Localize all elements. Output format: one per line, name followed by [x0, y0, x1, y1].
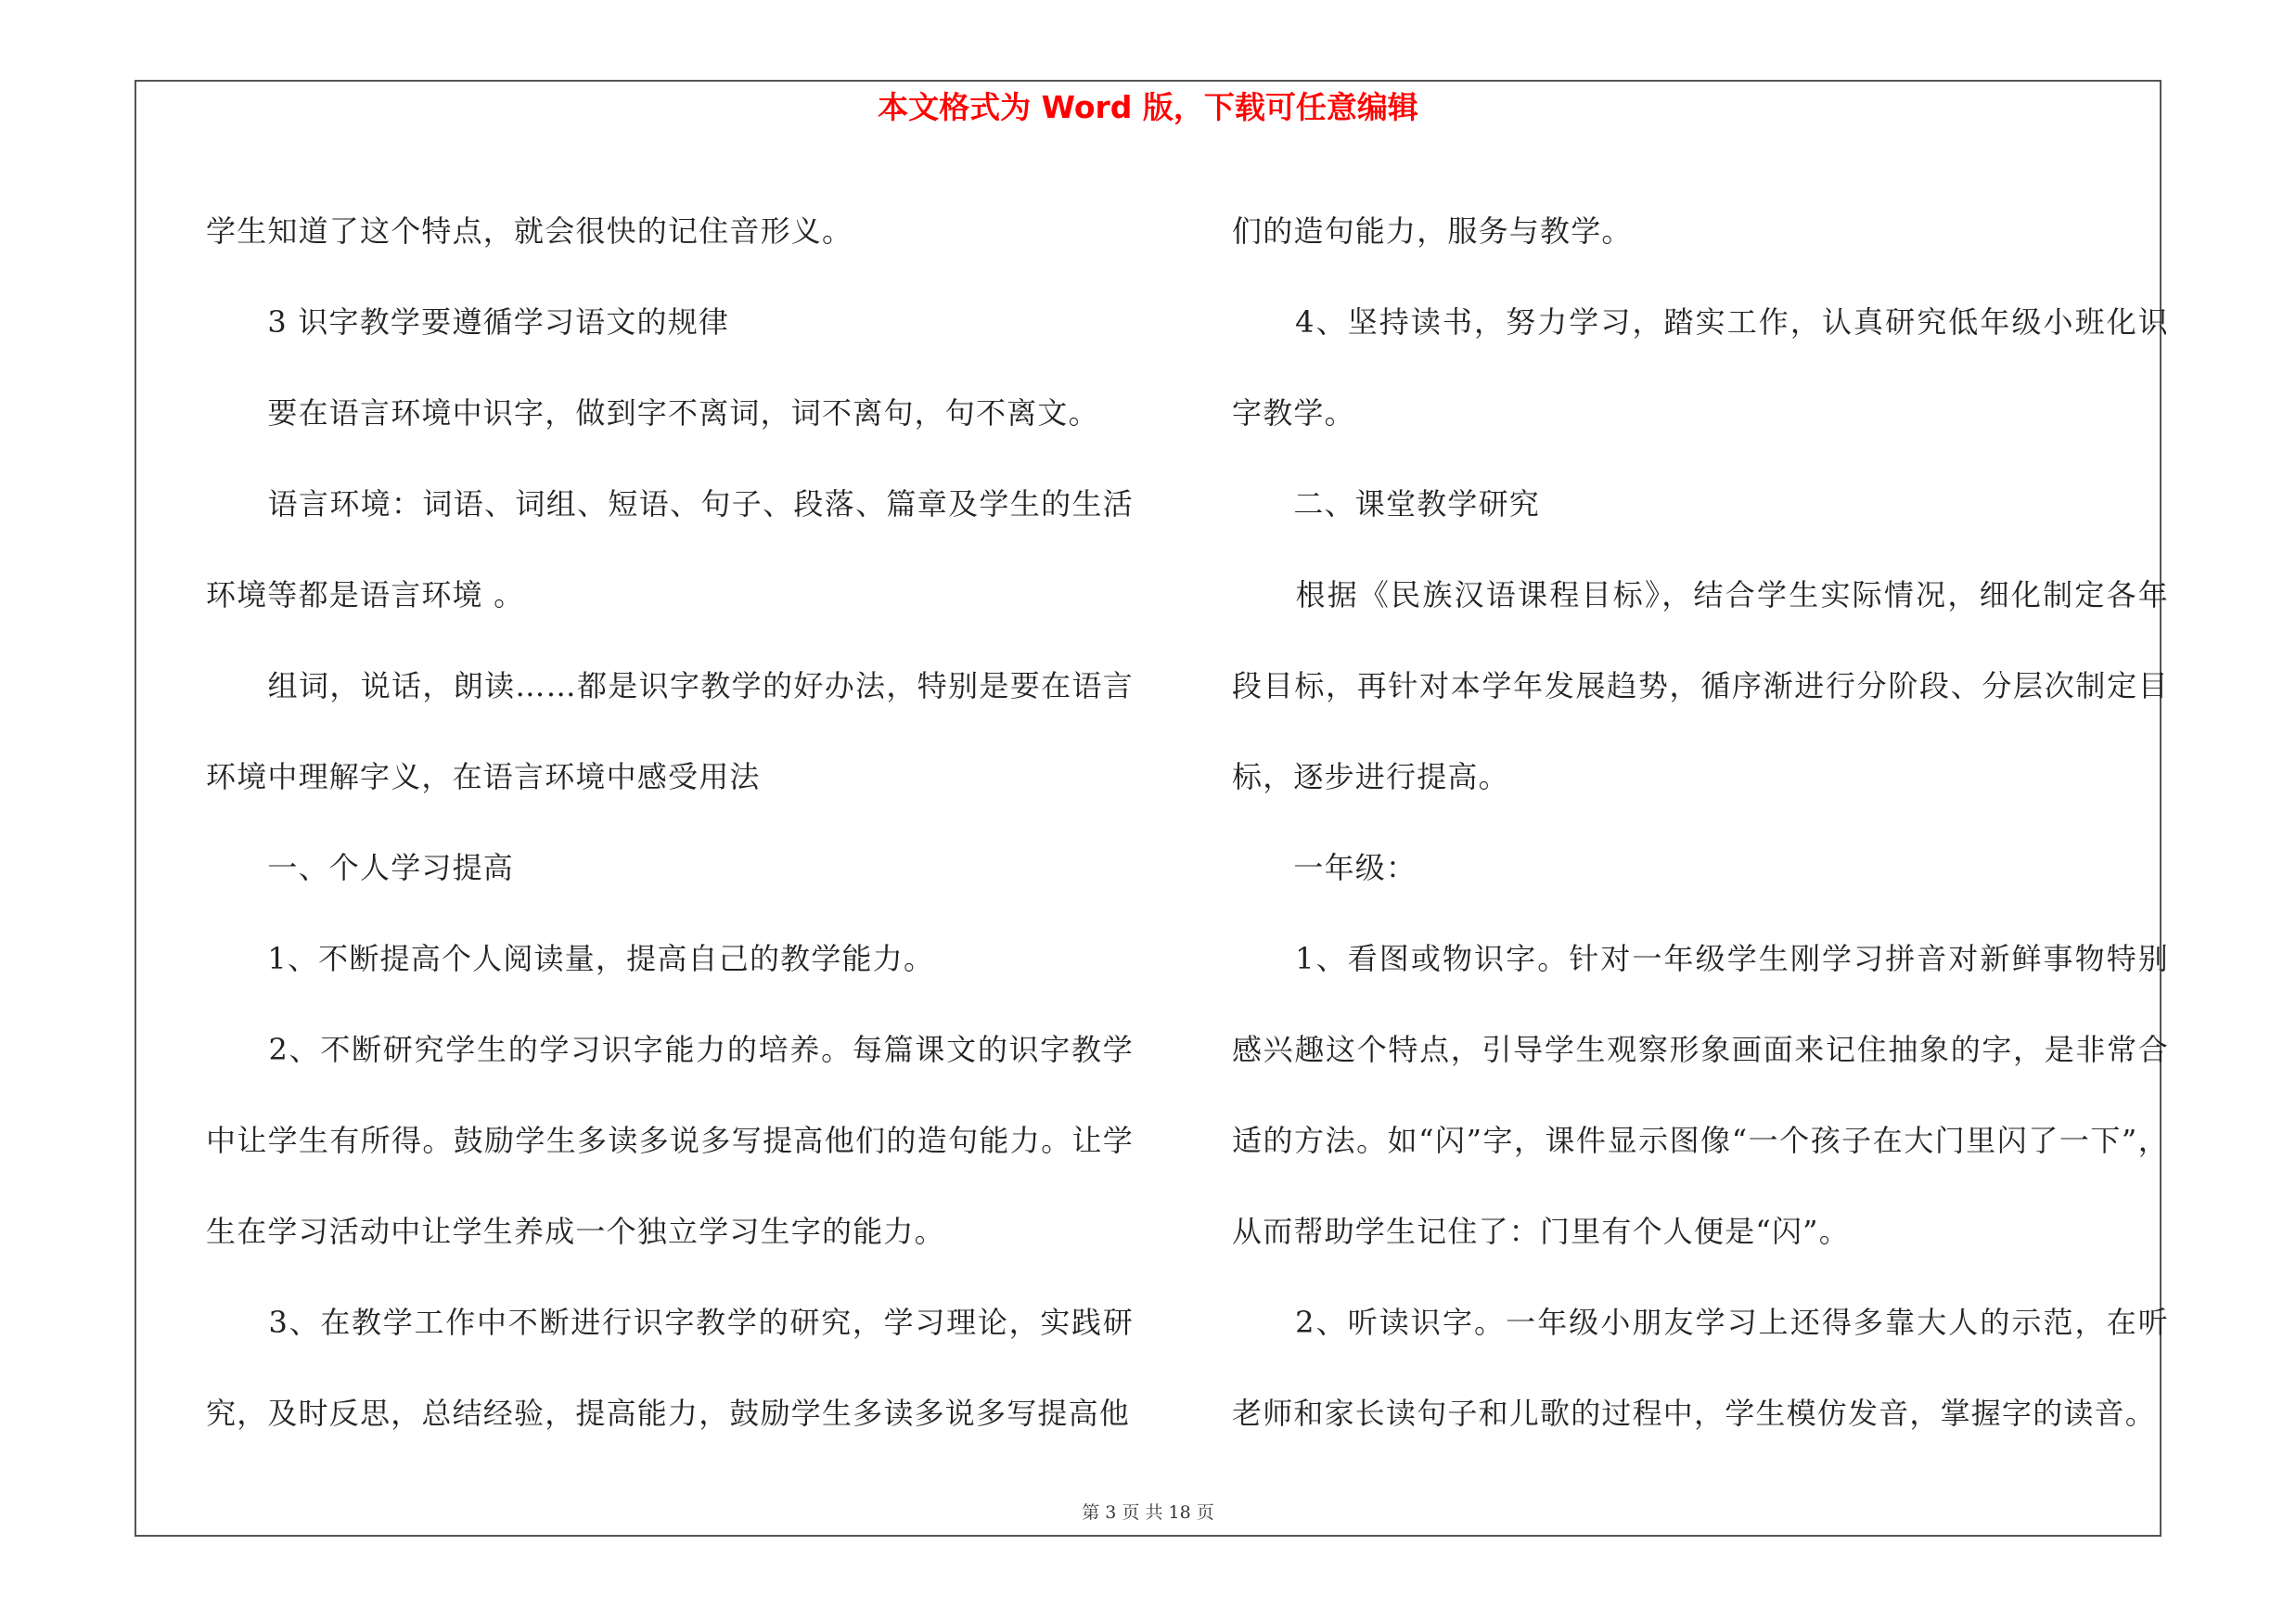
paragraph: 根据《民族汉语课程目标》，结合学生实际情况，细化制定各年段目标，再针对本学年发展趋势，循序渐进行分阶段、分层次制定目标，逐步进行提高。 [1232, 577, 2169, 794]
section-heading: 一年级： [1232, 850, 1417, 885]
left-column [206, 186, 1134, 1459]
right-column [1232, 186, 2169, 1459]
header-banner: 本文格式为 Word 版，下载可任意编辑 [878, 89, 1418, 125]
section-heading: 一、个人学习提高 [206, 850, 515, 885]
paragraph: 语言环境：词语、词组、短语、句子、段落、篇章及学生的生活环境等都是语言环境 。 [206, 486, 1134, 612]
section-heading: 二、课堂教学研究 [1232, 486, 1541, 522]
paragraph: 组词，说话，朗读……都是识字教学的好办法，特别是要在语言环境中理解字义，在语言环境中感受用法 [206, 668, 1134, 794]
page-number-footer: 第 3 页 共 18 页 [1082, 1502, 1214, 1523]
paragraph: 1、不断提高个人阅读量，提高自己的教学能力。 [206, 941, 935, 976]
paragraph: 要在语言环境中识字，做到字不离词，词不离句，句不离文。 [206, 395, 1099, 431]
paragraph: 学生知道了这个特点，就会很快的记住音形义。 [206, 213, 853, 249]
paragraph: 1、看图或物识字。针对一年级学生刚学习拼音对新鲜事物特别感兴趣这个特点，引导学生观察形象画面来记住抽象的字，是非常合适的方法。如“闪”字，课件显示图像“一个孩子在大门里闪了一下”，从而帮助学生记住了：门里有个人便是“闪”。 [1232, 941, 2169, 1249]
paragraph: 4、坚持读书，努力学习，踏实工作，认真研究低年级小班化识字教学。 [1232, 304, 2169, 431]
section-heading: 3 识字教学要遵循学习语文的规律 [206, 304, 730, 340]
paragraph: 2、听读识字。一年级小朋友学习上还得多靠大人的示范，在听老师和家长读句子和儿歌的过程中，学生模仿发音，掌握字的读音。 [1232, 1305, 2169, 1431]
paragraph: 们的造句能力，服务与教学。 [1232, 213, 1633, 249]
paragraph: 3、在教学工作中不断进行识字教学的研究，学习理论，实践研究，及时反思，总结经验，提高能力，鼓励学生多读多说多写提高他 [206, 1305, 1134, 1431]
paragraph: 2、不断研究学生的学习识字能力的培养。每篇课文的识字教学中让学生有所得。鼓励学生多读多说多写提高他们的造句能力。让学生在学习活动中让学生养成一个独立学习生字的能力。 [206, 1032, 1134, 1249]
